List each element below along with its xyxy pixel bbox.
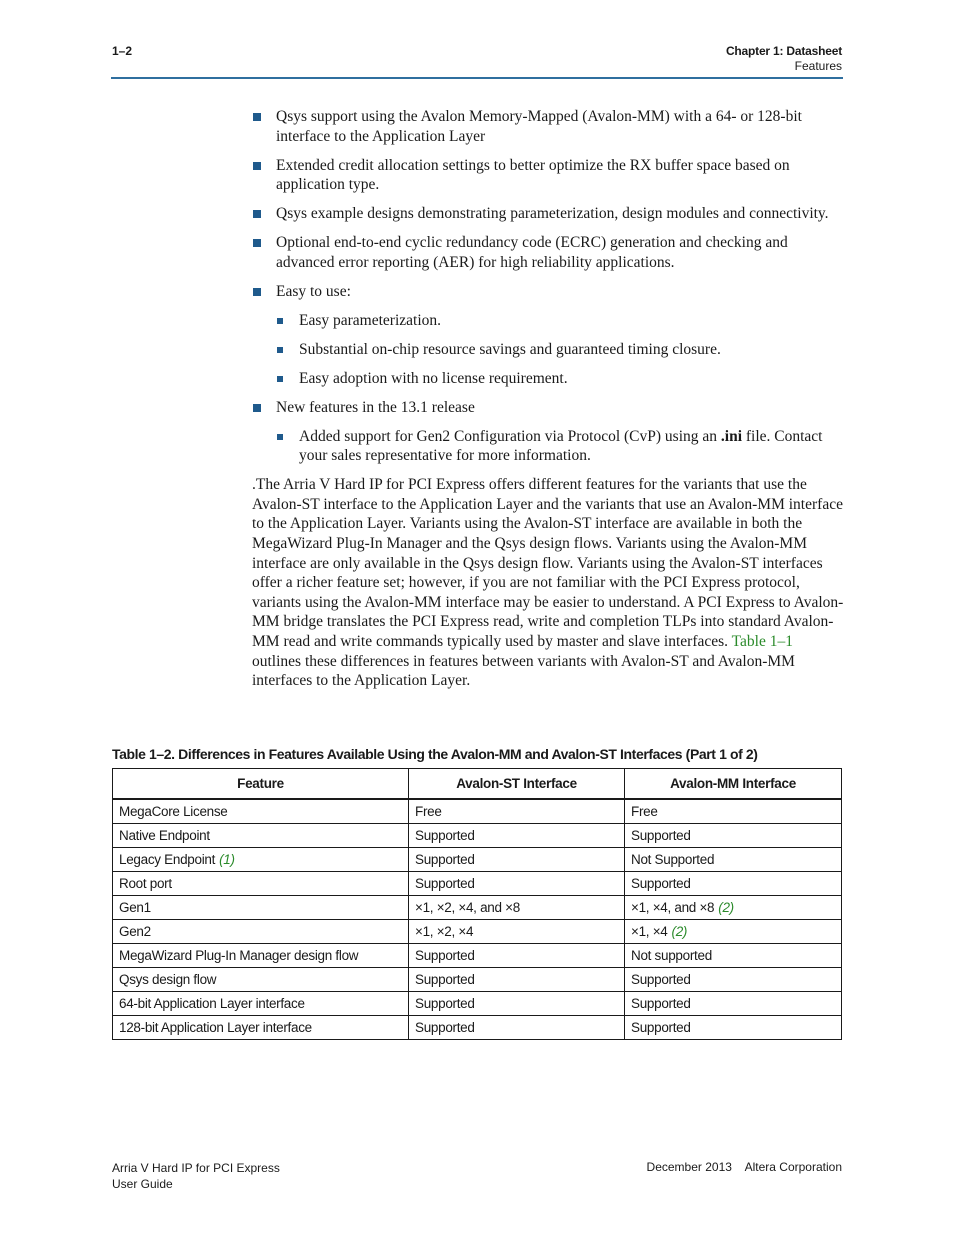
feature-cell: Gen2 <box>113 920 409 944</box>
avalon-st-cell: Free <box>409 799 625 824</box>
bullet-item <box>252 156 844 195</box>
avalon-mm-cell: Supported <box>625 824 842 848</box>
bullet-text: Easy to use: <box>276 282 351 300</box>
sub-bullet-item <box>276 427 844 466</box>
feature-cell: Root port <box>113 872 409 896</box>
avalon-mm-cell: Free <box>625 799 842 824</box>
avalon-st-cell: Supported <box>409 1016 625 1040</box>
table-header-row <box>113 769 842 800</box>
avalon-st-cell: Supported <box>409 992 625 1016</box>
feature-comparison-table <box>112 768 842 1040</box>
document-title: Arria V Hard IP for PCI Express <box>112 1161 280 1175</box>
feature-text: Legacy Endpoint <box>119 852 216 867</box>
feature-cell: MegaCore License <box>113 799 409 824</box>
table-row <box>113 992 842 1016</box>
sub-bullet-item <box>276 369 844 389</box>
bullet-text: New features in the 13.1 release <box>276 398 475 416</box>
bullet-text: Optional end-to-end cyclic redundancy code (ECRC) generation and checking and advanced error reporting (AER) for high reliability applications. <box>276 234 788 271</box>
feature-cell: 64-bit Application Layer interface <box>113 992 409 1016</box>
avalon-mm-cell: Not Supported <box>625 848 842 872</box>
avalon-st-cell: ×1, ×2, ×4, and ×8 <box>409 896 625 920</box>
table-row <box>113 824 842 848</box>
section-name: Features <box>794 59 842 73</box>
footer-document-title <box>112 1160 280 1192</box>
avalon-st-cell: Supported <box>409 968 625 992</box>
avalon-st-cell: Supported <box>409 872 625 896</box>
intro-paragraph <box>252 475 844 691</box>
bullet-text: Extended credit allocation settings to better optimize the RX buffer space based on application type. <box>276 156 790 194</box>
avalon-st-cell: Supported <box>409 824 625 848</box>
table-row <box>113 896 842 920</box>
footnote-link[interactable]: (2) <box>718 900 734 915</box>
bullet-item <box>252 398 844 466</box>
column-header-feature: Feature <box>113 769 409 800</box>
feature-cell: MegaWizard Plug-In Manager design flow <box>113 944 409 968</box>
sub-bullet-text: Substantial on-chip resource savings and guaranteed timing closure. <box>299 340 721 358</box>
footnote-link[interactable]: (2) <box>671 924 688 939</box>
feature-cell <box>113 848 409 872</box>
footer-date-company: December 2013 Altera Corporation <box>646 1160 842 1174</box>
header-rule <box>111 77 843 79</box>
feature-cell: 128-bit Application Layer interface <box>113 1016 409 1040</box>
bullet-item <box>252 233 844 272</box>
table-row <box>113 920 842 944</box>
table-row <box>113 872 842 896</box>
feature-cell: Qsys design flow <box>113 968 409 992</box>
feature-bullet-list <box>252 107 844 466</box>
table-cross-reference-link[interactable]: Table 1–1 <box>731 632 793 650</box>
chapter-title: Chapter 1: Datasheet <box>725 44 842 58</box>
document-subtitle: User Guide <box>112 1177 173 1191</box>
avalon-mm-cell <box>625 920 842 944</box>
page-number: 1–2 <box>112 44 133 58</box>
sub-bullet-item <box>276 311 844 331</box>
sub-bullet-text: file. Contact your sales representative for more information. <box>299 427 823 465</box>
paragraph-text: outlines these differences in features between variants with Avalon-ST and Avalon-MM interfaces to the Application Layer. <box>252 652 795 690</box>
avalon-mm-cell: Supported <box>625 872 842 896</box>
avalon-mm-cell: Supported <box>625 992 842 1016</box>
ini-file-term: .ini <box>720 427 742 445</box>
bullet-item <box>252 204 844 224</box>
column-header-avalon-mm: Avalon-MM Interface <box>625 769 842 800</box>
feature-cell: Native Endpoint <box>113 824 409 848</box>
sub-bullet-text: Added support for Gen2 Configuration via Protocol (CvP) using an <box>299 427 721 445</box>
sub-bullet-list <box>276 311 844 389</box>
body-content <box>252 107 844 691</box>
sub-bullet-text: Easy adoption with no license requirement. <box>299 369 568 387</box>
table-row <box>113 944 842 968</box>
bullet-text: Qsys support using the Avalon Memory-Mapped (Avalon-MM) with a 64- or 128-bit interface to the Application Layer <box>276 108 802 145</box>
column-header-avalon-st: Avalon-ST Interface <box>409 769 625 800</box>
avalon-mm-text: ×1, ×4, and ×8 <box>631 900 715 915</box>
footnote-link[interactable]: (1) <box>219 852 235 867</box>
sub-bullet-item <box>276 340 844 360</box>
bullet-text: Qsys example designs demonstrating parameterization, design modules and connectivity. <box>276 205 829 223</box>
avalon-mm-cell <box>625 896 842 920</box>
avalon-mm-text: ×1, ×4 <box>631 924 668 939</box>
sub-bullet-text: Easy parameterization. <box>299 311 442 329</box>
feature-cell: Gen1 <box>113 896 409 920</box>
table-row <box>113 799 842 824</box>
avalon-st-cell: Supported <box>409 848 625 872</box>
bullet-item <box>252 282 844 389</box>
avalon-mm-cell: Supported <box>625 1016 842 1040</box>
avalon-mm-cell: Not supported <box>625 944 842 968</box>
avalon-st-cell: Supported <box>409 944 625 968</box>
avalon-mm-cell: Supported <box>625 968 842 992</box>
avalon-st-cell: ×1, ×2, ×4 <box>409 920 625 944</box>
sub-bullet-list <box>276 427 844 466</box>
table-row <box>113 848 842 872</box>
table-caption: Table 1–2. Differences in Features Available Using the Avalon-MM and Avalon-ST Interfaces (Part 1 of 2) <box>112 746 758 762</box>
table-row <box>113 1016 842 1040</box>
bullet-item <box>252 107 844 146</box>
paragraph-text: .The Arria V Hard IP for PCI Express offers different features for the variants that use the Avalon-ST interface to the Application Layer and the variants that use an Avalon-MM interface to the Application Layer. Variants using the Avalon-ST interface are available in both the MegaWizard Plug-In Manager and the Qsys design flows. Variants using the Avalon-MM interface are only available in the Qsys design flow. Variants using the Avalon-ST interfaces offer a richer feature set; however, if you are not familiar with the PCI Express protocol, variants using the Avalon-MM interface may be easier to understand. A PCI Express to Avalon-MM bridge translates the PCI Express read, write and completion TLPs into standard Avalon-MM read and write commands typically used by master and slave interfaces. <box>252 476 844 650</box>
table-row <box>113 968 842 992</box>
